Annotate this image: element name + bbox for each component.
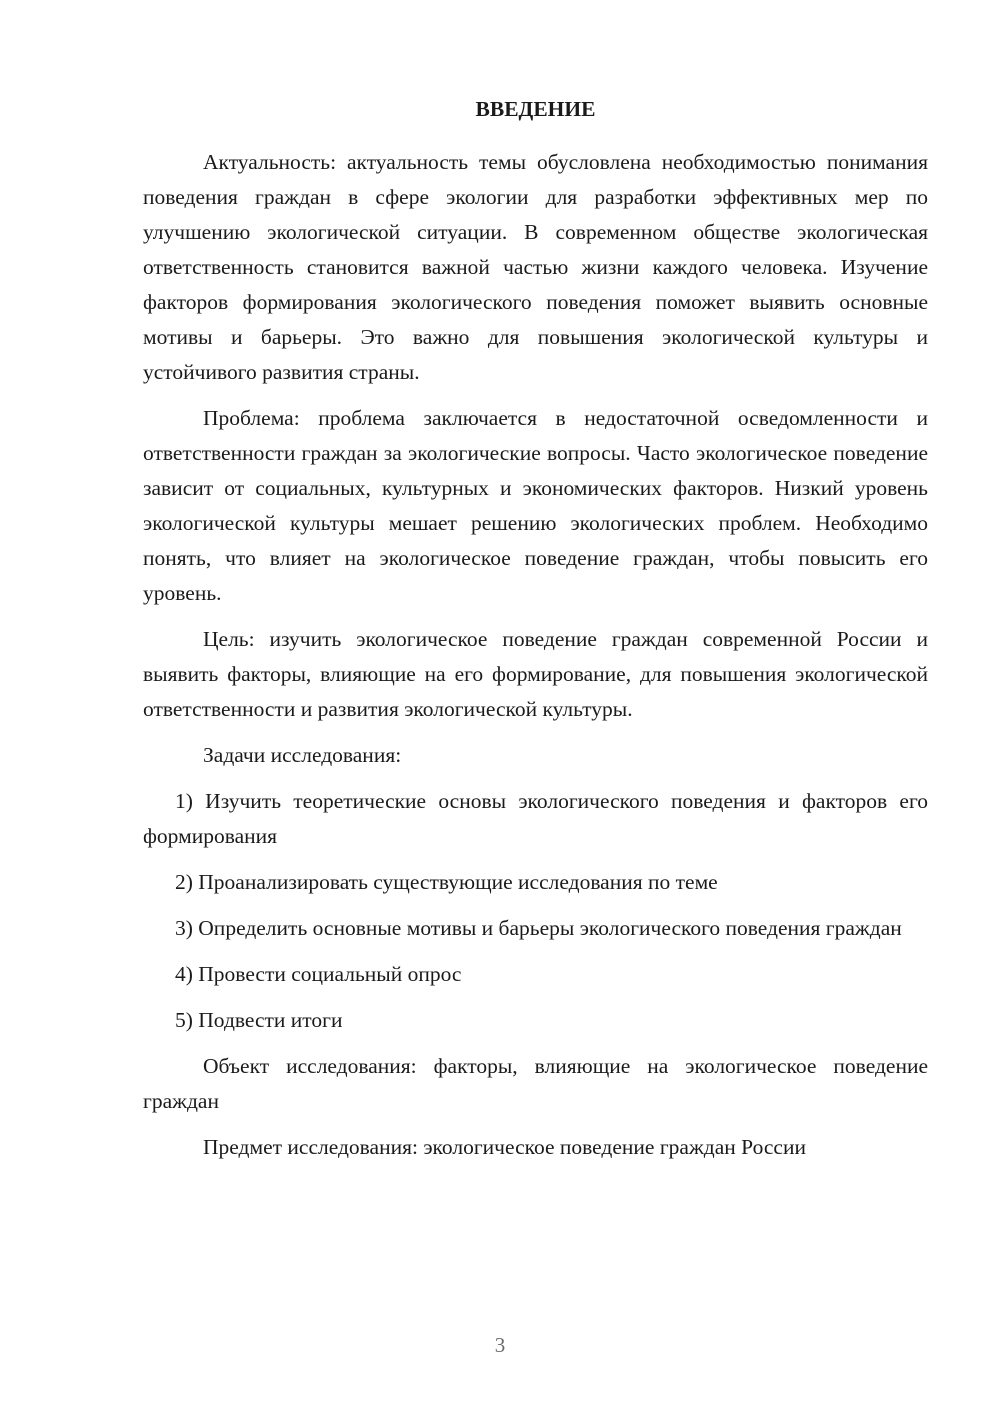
- goal-paragraph: Цель: изучить экологическое поведение граждан современной России и выявить факторы, влияющие на его формирование, для повышения экологической ответственности и развития экологической культуры.: [143, 627, 928, 721]
- task-item: 1) Изучить теоретические основы экологического поведения и факторов его формирования: [143, 789, 928, 848]
- subject-paragraph: Предмет исследования: экологическое поведение граждан России: [203, 1135, 806, 1159]
- task-item: 4) Провести социальный опрос: [175, 962, 462, 986]
- task-item: 3) Определить основные мотивы и барьеры экологического поведения граждан: [175, 916, 902, 940]
- tasks-heading: Задачи исследования:: [203, 743, 402, 767]
- problem-paragraph: Проблема: проблема заключается в недостаточной осведомленности и ответственности граждан за экологические вопросы. Часто экологическое поведение зависит от социальных, культурных и экономических факторов. Низкий уровень экологической культуры мешает решению экологических проблем. Необходимо понять, что влияет на экологическое поведение граждан, чтобы повысить его уровень.: [143, 406, 928, 605]
- page-title: ВВЕДЕНИЕ: [475, 97, 596, 121]
- task-item: 5) Подвести итоги: [175, 1008, 343, 1032]
- object-paragraph: Объект исследования: факторы, влияющие на экологическое поведение граждан: [143, 1054, 928, 1113]
- task-item: 2) Проанализировать существующие исследования по теме: [175, 870, 718, 894]
- relevance-paragraph: Актуальность: актуальность темы обусловлена необходимостью понимания поведения граждан в сфере экологии для разработки эффективных мер по улучшению экологической ситуации. В современном обществе экологическая ответственность становится важной частью жизни каждого человека. Изучение факторов формирования экологического поведения поможет выявить основные мотивы и барьеры. Это важно для повышения экологической культуры и устойчивого развития страны.: [143, 150, 928, 384]
- page-number: 3: [494, 1333, 506, 1357]
- document-page: [143, 92, 928, 1176]
